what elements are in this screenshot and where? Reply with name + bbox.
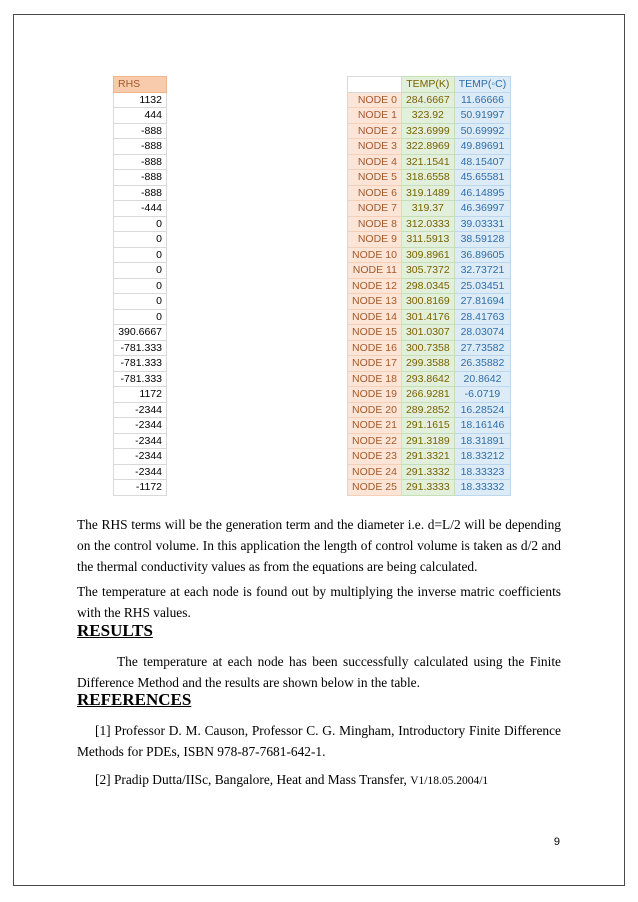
paragraph-temperature-method: The temperature at each node is found out by multiplying the inverse matric coefficients with the RHS values. — [77, 584, 561, 620]
temperature-row — [348, 216, 511, 232]
rhs-row — [114, 402, 167, 418]
rhs-table — [113, 76, 167, 496]
node-label-cell: NODE 5 — [348, 170, 402, 186]
temperature-c-cell: 18.31891 — [454, 433, 510, 449]
temperature-c-cell: 18.16146 — [454, 418, 510, 434]
node-label-cell: NODE 1 — [348, 108, 402, 124]
temperature-row — [348, 278, 511, 294]
temperature-k-cell: 291.1615 — [401, 418, 454, 434]
node-label-cell: NODE 2 — [348, 123, 402, 139]
temperature-c-cell: 50.91997 — [454, 108, 510, 124]
temperature-c-cell: 46.36997 — [454, 201, 510, 217]
temperature-k-cell: 321.1541 — [401, 154, 454, 170]
node-label-cell: NODE 4 — [348, 154, 402, 170]
rhs-value-cell: 1172 — [114, 387, 167, 403]
node-label-cell: NODE 6 — [348, 185, 402, 201]
rhs-row — [114, 325, 167, 341]
node-label-cell: NODE 25 — [348, 480, 402, 496]
rhs-value-cell: 0 — [114, 232, 167, 248]
rhs-row — [114, 294, 167, 310]
reference-2-main: [2] Pradip Dutta/IISc, Bangalore, Heat and Mass Transfer, — [95, 772, 411, 787]
node-label-cell: NODE 19 — [348, 387, 402, 403]
temperature-row — [348, 418, 511, 434]
temperature-c-cell: 16.28524 — [454, 402, 510, 418]
temperature-row — [348, 232, 511, 248]
rhs-value-cell: -444 — [114, 201, 167, 217]
reference-2-version: V1/18.05.2004/1 — [410, 775, 489, 787]
rhs-value-cell: 390.6667 — [114, 325, 167, 341]
temperature-row — [348, 480, 511, 496]
temperature-k-cell: 291.3189 — [401, 433, 454, 449]
rhs-value-cell: 0 — [114, 309, 167, 325]
rhs-value-cell: 0 — [114, 247, 167, 263]
temperature-header-row — [348, 77, 511, 93]
node-label-cell: NODE 8 — [348, 216, 402, 232]
node-label-cell: NODE 24 — [348, 464, 402, 480]
node-label-cell: NODE 11 — [348, 263, 402, 279]
node-label-cell: NODE 7 — [348, 201, 402, 217]
node-label-cell: NODE 12 — [348, 278, 402, 294]
temperature-c-cell: 38.59128 — [454, 232, 510, 248]
rhs-value-cell: -781.333 — [114, 356, 167, 372]
temperature-row — [348, 154, 511, 170]
rhs-value-cell: -781.333 — [114, 340, 167, 356]
rhs-value-cell: 444 — [114, 108, 167, 124]
temperature-row — [348, 123, 511, 139]
temperature-k-cell: 291.3333 — [401, 480, 454, 496]
rhs-value-cell: -888 — [114, 139, 167, 155]
temperature-c-cell: 25.03451 — [454, 278, 510, 294]
temperature-k-cell: 266.9281 — [401, 387, 454, 403]
node-label-cell: NODE 9 — [348, 232, 402, 248]
temperature-c-header: TEMP(◦C) — [454, 77, 510, 93]
temperature-row — [348, 263, 511, 279]
rhs-value-cell: -888 — [114, 170, 167, 186]
temperature-k-cell: 311.5913 — [401, 232, 454, 248]
temperature-c-cell: 28.41763 — [454, 309, 510, 325]
temperature-k-cell: 293.8642 — [401, 371, 454, 387]
temperature-row — [348, 340, 511, 356]
rhs-sheet — [113, 76, 167, 496]
rhs-value-cell: -1172 — [114, 480, 167, 496]
rhs-row — [114, 201, 167, 217]
node-label-cell: NODE 14 — [348, 309, 402, 325]
temperature-row — [348, 309, 511, 325]
temperature-row — [348, 108, 511, 124]
temperature-k-cell: 299.3588 — [401, 356, 454, 372]
temperature-c-cell: 26.35882 — [454, 356, 510, 372]
rhs-header-row — [114, 77, 167, 93]
node-label-cell: NODE 15 — [348, 325, 402, 341]
rhs-row — [114, 263, 167, 279]
temperature-k-cell: 284.6667 — [401, 92, 454, 108]
rhs-value-cell: -2344 — [114, 402, 167, 418]
temperature-c-cell: 27.73582 — [454, 340, 510, 356]
rhs-row — [114, 309, 167, 325]
rhs-row — [114, 139, 167, 155]
temperature-c-cell: 49.89691 — [454, 139, 510, 155]
node-label-cell: NODE 21 — [348, 418, 402, 434]
rhs-value-cell: -781.333 — [114, 371, 167, 387]
rhs-row — [114, 480, 167, 496]
rhs-value-cell: 0 — [114, 278, 167, 294]
temperature-row — [348, 92, 511, 108]
temperature-k-cell: 323.6999 — [401, 123, 454, 139]
node-label-cell: NODE 0 — [348, 92, 402, 108]
rhs-value-cell: -2344 — [114, 449, 167, 465]
rhs-row — [114, 170, 167, 186]
temperature-c-cell: 18.33332 — [454, 480, 510, 496]
temperature-k-cell: 301.0307 — [401, 325, 454, 341]
temperature-c-cell: 27.81694 — [454, 294, 510, 310]
temperature-k-cell: 291.3332 — [401, 464, 454, 480]
page-number: 9 — [553, 836, 560, 848]
temperature-c-cell: 18.33323 — [454, 464, 510, 480]
node-label-cell: NODE 3 — [348, 139, 402, 155]
temperature-row — [348, 201, 511, 217]
rhs-row — [114, 356, 167, 372]
node-label-cell: NODE 10 — [348, 247, 402, 263]
node-label-cell: NODE 13 — [348, 294, 402, 310]
rhs-row — [114, 340, 167, 356]
temperature-table — [347, 76, 511, 496]
rhs-row — [114, 449, 167, 465]
rhs-row — [114, 154, 167, 170]
temperature-k-cell: 318.6558 — [401, 170, 454, 186]
reference-1: [1] Professor D. M. Causon, Professor C. G. Mingham, Introductory Finite Difference Methods for PDEs, ISBN 978-87-7681-642-1. — [77, 723, 561, 759]
temperature-c-cell: 36.89605 — [454, 247, 510, 263]
rhs-value-cell: -2344 — [114, 418, 167, 434]
temperature-c-cell: 32.73721 — [454, 263, 510, 279]
temperature-k-cell: 319.37 — [401, 201, 454, 217]
temperature-c-cell: 20.8642 — [454, 371, 510, 387]
temperature-k-header: TEMP(K) — [401, 77, 454, 93]
rhs-value-cell: 0 — [114, 216, 167, 232]
rhs-value-cell: -888 — [114, 154, 167, 170]
temperature-row — [348, 185, 511, 201]
rhs-row — [114, 247, 167, 263]
node-label-cell: NODE 18 — [348, 371, 402, 387]
rhs-value-cell: -2344 — [114, 433, 167, 449]
node-label-cell: NODE 16 — [348, 340, 402, 356]
temperature-k-cell: 298.0345 — [401, 278, 454, 294]
temperature-c-cell: 28.03074 — [454, 325, 510, 341]
rhs-value-cell: -888 — [114, 123, 167, 139]
temperature-header-blank — [348, 77, 402, 93]
temperature-k-cell: 300.7358 — [401, 340, 454, 356]
reference-2 — [77, 769, 561, 792]
temperature-k-cell: 300.8169 — [401, 294, 454, 310]
temperature-row — [348, 449, 511, 465]
references-heading: REFERENCES — [77, 690, 192, 709]
temperature-k-cell: 309.8961 — [401, 247, 454, 263]
rhs-row — [114, 108, 167, 124]
temperature-row — [348, 464, 511, 480]
node-label-cell: NODE 20 — [348, 402, 402, 418]
rhs-row — [114, 371, 167, 387]
temperature-c-cell: 11.66666 — [454, 92, 510, 108]
temperature-row — [348, 433, 511, 449]
rhs-value-cell: -2344 — [114, 464, 167, 480]
rhs-row — [114, 387, 167, 403]
rhs-header-cell: RHS — [114, 77, 167, 93]
temperature-row — [348, 356, 511, 372]
temperature-row — [348, 371, 511, 387]
rhs-row — [114, 464, 167, 480]
rhs-row — [114, 433, 167, 449]
rhs-row — [114, 278, 167, 294]
temperature-c-cell: 50.69992 — [454, 123, 510, 139]
temperature-k-cell: 305.7372 — [401, 263, 454, 279]
rhs-row — [114, 216, 167, 232]
temperature-k-cell: 291.3321 — [401, 449, 454, 465]
rhs-row — [114, 232, 167, 248]
temperature-row — [348, 325, 511, 341]
rhs-row — [114, 123, 167, 139]
rhs-row — [114, 185, 167, 201]
temperature-k-cell: 323.92 — [401, 108, 454, 124]
temperature-c-cell: 45.65581 — [454, 170, 510, 186]
node-label-cell: NODE 17 — [348, 356, 402, 372]
results-paragraph: The temperature at each node has been successfully calculated using the Finite Difference Method and the results are shown below in the table. — [77, 654, 561, 690]
paragraph-rhs-terms: The RHS terms will be the generation term and the diameter i.e. d=L/2 will be depending on the control volume. In this application the length of control volume is taken as d/2 and the thermal conductivity values as from the equations are being calculated. — [77, 517, 561, 574]
node-label-cell: NODE 23 — [348, 449, 402, 465]
temperature-row — [348, 294, 511, 310]
temperature-k-cell: 312.0333 — [401, 216, 454, 232]
temperature-c-cell: 18.33212 — [454, 449, 510, 465]
rhs-row — [114, 92, 167, 108]
temperature-c-cell: -6.0719 — [454, 387, 510, 403]
results-heading: RESULTS — [77, 621, 153, 640]
rhs-value-cell: 0 — [114, 263, 167, 279]
temperature-row — [348, 402, 511, 418]
temperature-k-cell: 301.4176 — [401, 309, 454, 325]
temperature-row — [348, 170, 511, 186]
temperature-row — [348, 387, 511, 403]
temperature-row — [348, 247, 511, 263]
temperature-c-cell: 46.14895 — [454, 185, 510, 201]
temperature-sheet — [347, 76, 511, 496]
node-label-cell: NODE 22 — [348, 433, 402, 449]
rhs-value-cell: -888 — [114, 185, 167, 201]
temperature-c-cell: 39.03331 — [454, 216, 510, 232]
rhs-row — [114, 418, 167, 434]
temperature-row — [348, 139, 511, 155]
rhs-value-cell: 1132 — [114, 92, 167, 108]
temperature-k-cell: 319.1489 — [401, 185, 454, 201]
temperature-k-cell: 322.8969 — [401, 139, 454, 155]
temperature-k-cell: 289.2852 — [401, 402, 454, 418]
rhs-value-cell: 0 — [114, 294, 167, 310]
temperature-c-cell: 48.15407 — [454, 154, 510, 170]
